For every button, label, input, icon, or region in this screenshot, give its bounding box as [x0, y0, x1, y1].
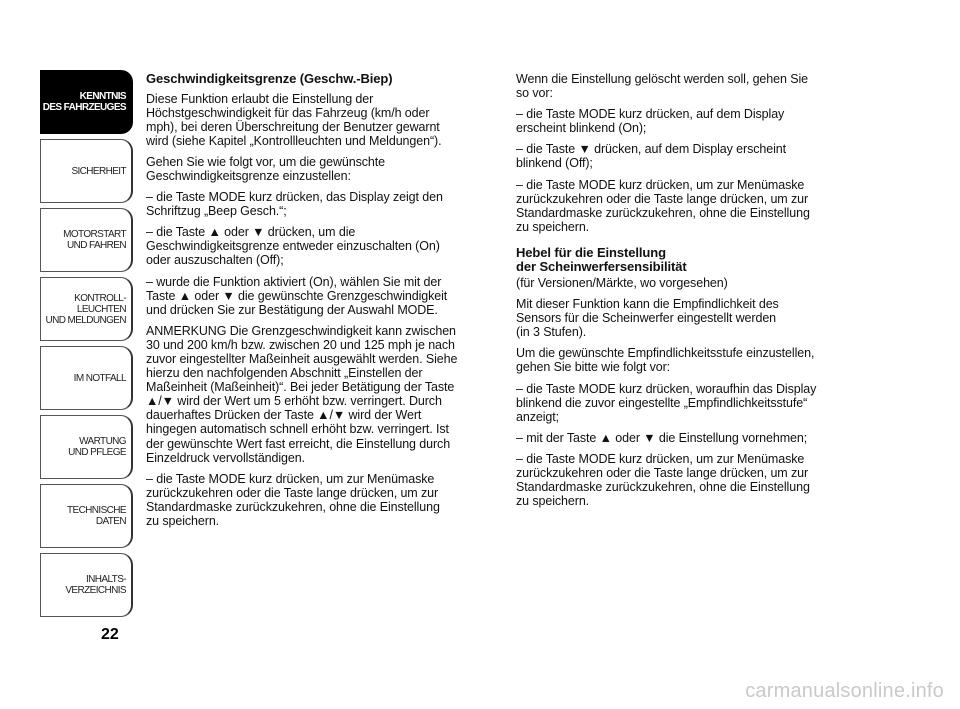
tab-sicherheit[interactable]: SICHERHEIT	[40, 139, 133, 203]
tab-kenntnis-des-fahrzeuges[interactable]: KENNTNIS DES FAHRZEUGES	[40, 70, 133, 134]
paragraph: Wenn die Einstellung gelöscht werden soll, gehen Sie so vor:	[516, 72, 808, 101]
paragraph: Diese Funktion erlaubt die Einstellung der Höchstgeschwindigkeit für das Fahrzeug (km/h oder mph), bei deren Überschreitung der Benutzer gewarnt wird (siehe Kapitel „Kontrollleuchten und Meldungen“).	[146, 91, 442, 148]
chapter-tabs	[40, 70, 133, 618]
step-item: – die Taste MODE kurz drücken, das Display zeigt den Schriftzug „Beep Gesch.“;	[146, 190, 443, 219]
paragraph: Gehen Sie wie folgt vor, um die gewünschte Geschwindigkeitsgrenze einzustellen:	[146, 154, 385, 183]
section-subheading: (für Versionen/Märkte, wo vorgesehen)	[516, 275, 728, 290]
paragraph: Um die gewünschte Empfindlichkeitsstufe einzustellen, gehen Sie bitte wie folgt vor:	[516, 346, 815, 375]
step-item: – mit der Taste ▲ oder ▼ die Einstellung vornehmen;	[516, 430, 808, 445]
watermark: carmanualsonline.info	[745, 680, 944, 702]
right-column	[516, 72, 876, 515]
tab-kontrollleuchten-und-meldungen[interactable]: KONTROLL- LEUCHTEN UND MELDUNGEN	[40, 277, 133, 341]
tab-inhaltsverzeichnis[interactable]: INHALTS- VERZEICHNIS	[40, 553, 133, 617]
step-item: – die Taste MODE kurz drücken, um zur Menümaske zurückzukehren oder die Taste lange drücken, um zur Standardmaske zurückzukehren, ohne die Einstellung zu speichern.	[516, 451, 810, 509]
tab-im-notfall[interactable]: IM NOTFALL	[40, 346, 133, 410]
tab-wartung-und-pflege[interactable]: WARTUNG UND PFLEGE	[40, 415, 133, 479]
step-item: – die Taste ▲ oder ▼ drücken, um die Geschwindigkeitsgrenze entweder einzuschalten (On) oder auszuschalten (Off);	[146, 225, 440, 268]
tab-technische-daten[interactable]: TECHNISCHE DATEN	[40, 484, 133, 548]
page-number: 22	[101, 626, 119, 643]
left-column	[146, 72, 496, 535]
tab-motorstart-und-fahren[interactable]: MOTORSTART UND FAHREN	[40, 208, 133, 272]
step-item: – wurde die Funktion aktiviert (On), wählen Sie mit der Taste ▲ oder ▼ die gewünschte Grenzgeschwindigkeit und drücken Sie zur Bestätigung der Auswahl MODE.	[146, 274, 448, 317]
note-paragraph: ANMERKUNG Die Grenzgeschwindigkeit kann zwischen 30 und 200 km/h bzw. zwischen 20 und 125 mph je nach zuvor eingestellter Maßeinheit ausgewählt werden. Siehe hierzu den nachfolgenden Abschnitt „Einstellen der Maßeinheit (Maßeinheit)“. Bei jeder Betätigung der Taste ▲/▼ wird der Wert um 5 erhöht bzw. verringert. Durch dauerhaftes Drücken der Taste ▲/▼ wird der Wert hingegen automatisch schnell erhöht bzw. verringert. Ist der gewünschte Wert fast erreicht, die Einstellung durch Einzeldruck vervollständigen.	[146, 323, 458, 465]
step-item: – die Taste MODE kurz drücken, um zur Menümaske zurückzukehren oder die Taste lange drücken, um zur Standardmaske zurückzukehren, ohne die Einstellung zu speichern.	[146, 471, 440, 529]
step-item: – die Taste MODE kurz drücken, auf dem Display erscheint blinkend (On);	[516, 107, 785, 136]
step-item: – die Taste MODE kurz drücken, um zur Menümaske zurückzukehren oder die Taste lange drücken, um zur Standardmaske zurückzukehren, ohne die Einstellung zu speichern.	[516, 177, 810, 234]
step-item: – die Taste MODE kurz drücken, woraufhin das Display blinkend die zuvor eingestellte „Empfindlichkeitsstufe“ anzeigt;	[516, 381, 817, 424]
step-item: – die Taste ▼ drücken, auf dem Display erscheint blinkend (Off);	[516, 142, 786, 171]
paragraph: Mit dieser Funktion kann die Empfindlichkeit des Sensors für die Scheinwerfer eingestellt werden (in 3 Stufen).	[516, 297, 779, 340]
section-heading-speed-limit: Geschwindigkeitsgrenze (Geschw.-Biep)	[146, 71, 393, 86]
section-heading-headlight-sensitivity: Hebel für die Einstellung der Scheinwerfersensibilität	[516, 244, 687, 275]
